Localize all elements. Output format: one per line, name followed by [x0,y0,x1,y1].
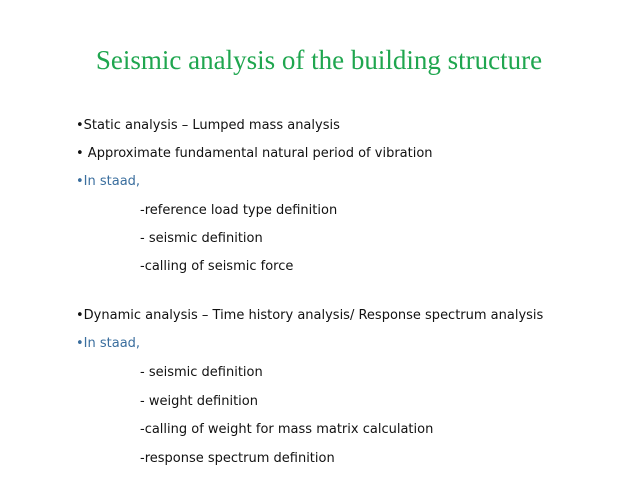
bullet-in-staad-dynamic: •In staad, [76,336,141,351]
sub-seismic-definition-dynamic: - seismic definition [140,365,263,380]
bullet-fundamental-period: • Approximate fundamental natural period of vibration [76,146,433,161]
sub-calling-seismic-force: -calling of seismic force [140,259,294,274]
bullet-dynamic-analysis: •Dynamic analysis – Time history analysis/ Response spectrum analysis [76,308,544,323]
bullet-in-staad-static: •In staad, [76,174,141,189]
sub-weight-definition: - weight definition [140,394,258,409]
sub-seismic-definition-static: - seismic definition [140,231,263,246]
sub-calling-weight-mass-matrix: -calling of weight for mass matrix calculation [140,422,434,437]
slide-title: Seismic analysis of the building structure [95,45,543,75]
bullet-static-analysis: •Static analysis – Lumped mass analysis [76,118,340,133]
sub-reference-load-type: -reference load type definition [140,203,338,218]
sub-response-spectrum-definition: -response spectrum definition [140,451,335,466]
